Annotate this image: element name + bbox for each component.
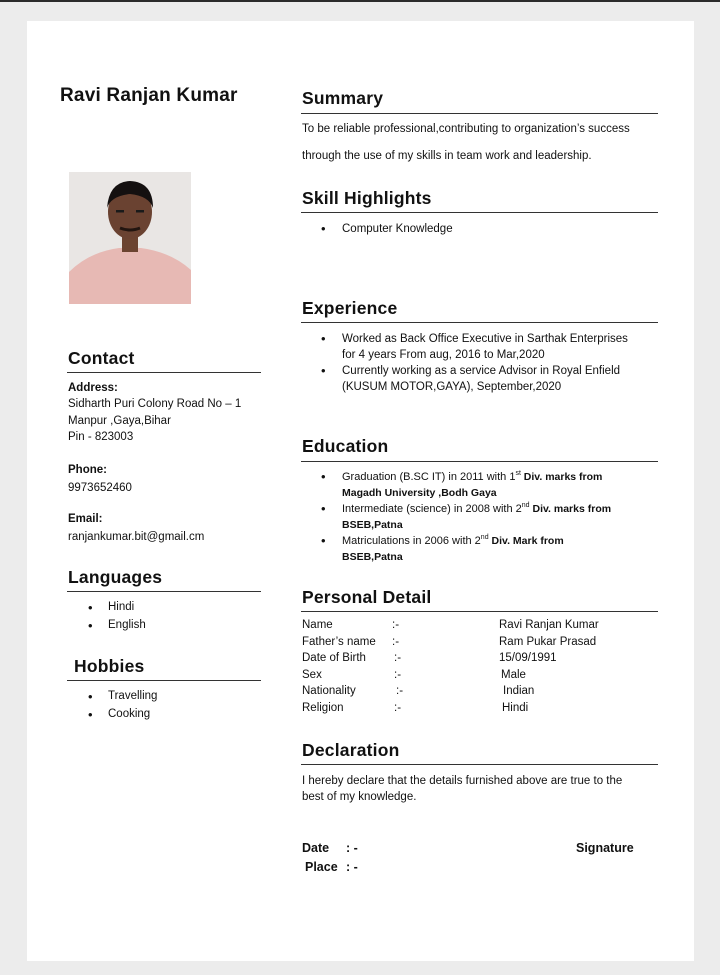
phone-label: Phone: bbox=[68, 464, 107, 476]
declaration-divider bbox=[301, 764, 658, 765]
education-institution: BSEB,Patna bbox=[342, 519, 403, 531]
experience-line: • Currently working as a service Advisor in Royal Enfield bbox=[342, 365, 621, 377]
detail-label: Nationality bbox=[302, 685, 356, 697]
detail-separator: :- bbox=[392, 636, 400, 648]
hobbies-list bbox=[68, 688, 157, 723]
summary-text: through the use of my skills in team work and leadership. bbox=[302, 150, 592, 162]
list-item: • Computer Knowledge bbox=[302, 221, 453, 237]
email-value: ranjankumar.bit@gmail.cm bbox=[68, 531, 205, 543]
detail-separator: :- bbox=[394, 702, 402, 714]
declaration-text: best of my knowledge. bbox=[302, 791, 417, 803]
declaration-text: I hereby declare that the details furnished above are true to the bbox=[302, 775, 623, 787]
experience-line: • Worked as Back Office Executive in Sarthak Enterprises bbox=[342, 333, 628, 345]
detail-separator: :- bbox=[396, 685, 404, 697]
declaration-heading: Declaration bbox=[302, 740, 400, 760]
date-separator: : - bbox=[346, 841, 358, 855]
hobbies-divider bbox=[67, 680, 261, 681]
education-line: • Graduation (B.SC IT) in 2011 with 1st Div. marks from bbox=[342, 470, 603, 483]
place-separator: : - bbox=[346, 860, 358, 874]
phone-value: 9973652460 bbox=[68, 482, 132, 494]
skills-divider bbox=[301, 212, 658, 213]
detail-separator: :- bbox=[394, 652, 402, 664]
list-item bbox=[302, 469, 611, 501]
top-border bbox=[0, 0, 720, 2]
detail-value: 15/09/1991 bbox=[499, 652, 557, 664]
personal-divider bbox=[301, 611, 658, 612]
detail-value: Indian bbox=[503, 685, 535, 697]
list-item: • Hindi bbox=[68, 599, 146, 617]
detail-value: Ravi Ranjan Kumar bbox=[499, 619, 599, 631]
detail-value: Ram Pukar Prasad bbox=[499, 636, 597, 648]
date-label: Date bbox=[302, 841, 330, 855]
education-divider bbox=[301, 461, 658, 462]
list-item: • Cooking bbox=[68, 706, 157, 724]
candidate-name: Ravi Ranjan Kumar bbox=[60, 85, 238, 106]
education-list bbox=[302, 469, 611, 565]
experience-heading: Experience bbox=[302, 298, 398, 318]
summary-heading: Summary bbox=[302, 88, 384, 108]
list-item bbox=[302, 533, 611, 565]
education-institution: Magadh University ,Bodh Gaya bbox=[342, 487, 497, 499]
resume-page bbox=[27, 21, 694, 961]
list-item: • Travelling bbox=[68, 688, 157, 706]
detail-label: Religion bbox=[302, 702, 344, 714]
place-label: Place bbox=[305, 860, 338, 874]
profile-photo bbox=[69, 172, 191, 304]
languages-divider bbox=[67, 591, 261, 592]
experience-line: (KUSUM MOTOR,GAYA), September,2020 bbox=[342, 381, 562, 393]
education-line: • Intermediate (science) in 2008 with 2nd Div. marks from bbox=[342, 502, 612, 515]
education-line: • Matriculations in 2006 with 2nd Div. Mark from bbox=[342, 534, 564, 547]
personal-heading: Personal Detail bbox=[302, 587, 432, 607]
summary-text: To be reliable professional,contributing to organization’s success bbox=[302, 123, 630, 135]
address-label: Address: bbox=[68, 382, 118, 394]
experience-line: for 4 years From aug, 2016 to Mar,2020 bbox=[342, 349, 545, 361]
list-item: • English bbox=[68, 617, 146, 635]
languages-heading: Languages bbox=[68, 567, 163, 587]
contact-heading: Contact bbox=[68, 348, 135, 368]
signature-label: Signature bbox=[576, 841, 634, 855]
detail-value: Hindi bbox=[502, 702, 529, 714]
detail-label: Father’s name bbox=[302, 636, 376, 648]
experience-divider bbox=[301, 322, 658, 323]
list-item bbox=[302, 501, 611, 533]
detail-label: Sex bbox=[302, 669, 322, 681]
skills-heading: Skill Highlights bbox=[302, 188, 432, 208]
experience-list bbox=[302, 331, 628, 395]
detail-label: Date of Birth bbox=[302, 652, 366, 664]
address-line: Manpur ,Gaya,Bihar bbox=[68, 415, 171, 427]
address-line: Pin - 823003 bbox=[68, 431, 134, 443]
contact-divider bbox=[67, 372, 261, 373]
list-item bbox=[302, 363, 628, 395]
email-label: Email: bbox=[68, 513, 103, 525]
education-institution: BSEB,Patna bbox=[342, 551, 403, 563]
skills-list bbox=[302, 221, 453, 237]
education-heading: Education bbox=[302, 436, 389, 456]
languages-list bbox=[68, 599, 146, 634]
address-line: Sidharth Puri Colony Road No – 1 bbox=[68, 398, 242, 410]
detail-separator: :- bbox=[394, 669, 402, 681]
detail-label: Name bbox=[302, 619, 333, 631]
summary-divider bbox=[301, 113, 658, 114]
detail-separator: :- bbox=[392, 619, 400, 631]
person-photo-icon bbox=[69, 172, 191, 304]
detail-value: Male bbox=[501, 669, 526, 681]
hobbies-heading: Hobbies bbox=[74, 656, 145, 676]
list-item bbox=[302, 331, 628, 363]
